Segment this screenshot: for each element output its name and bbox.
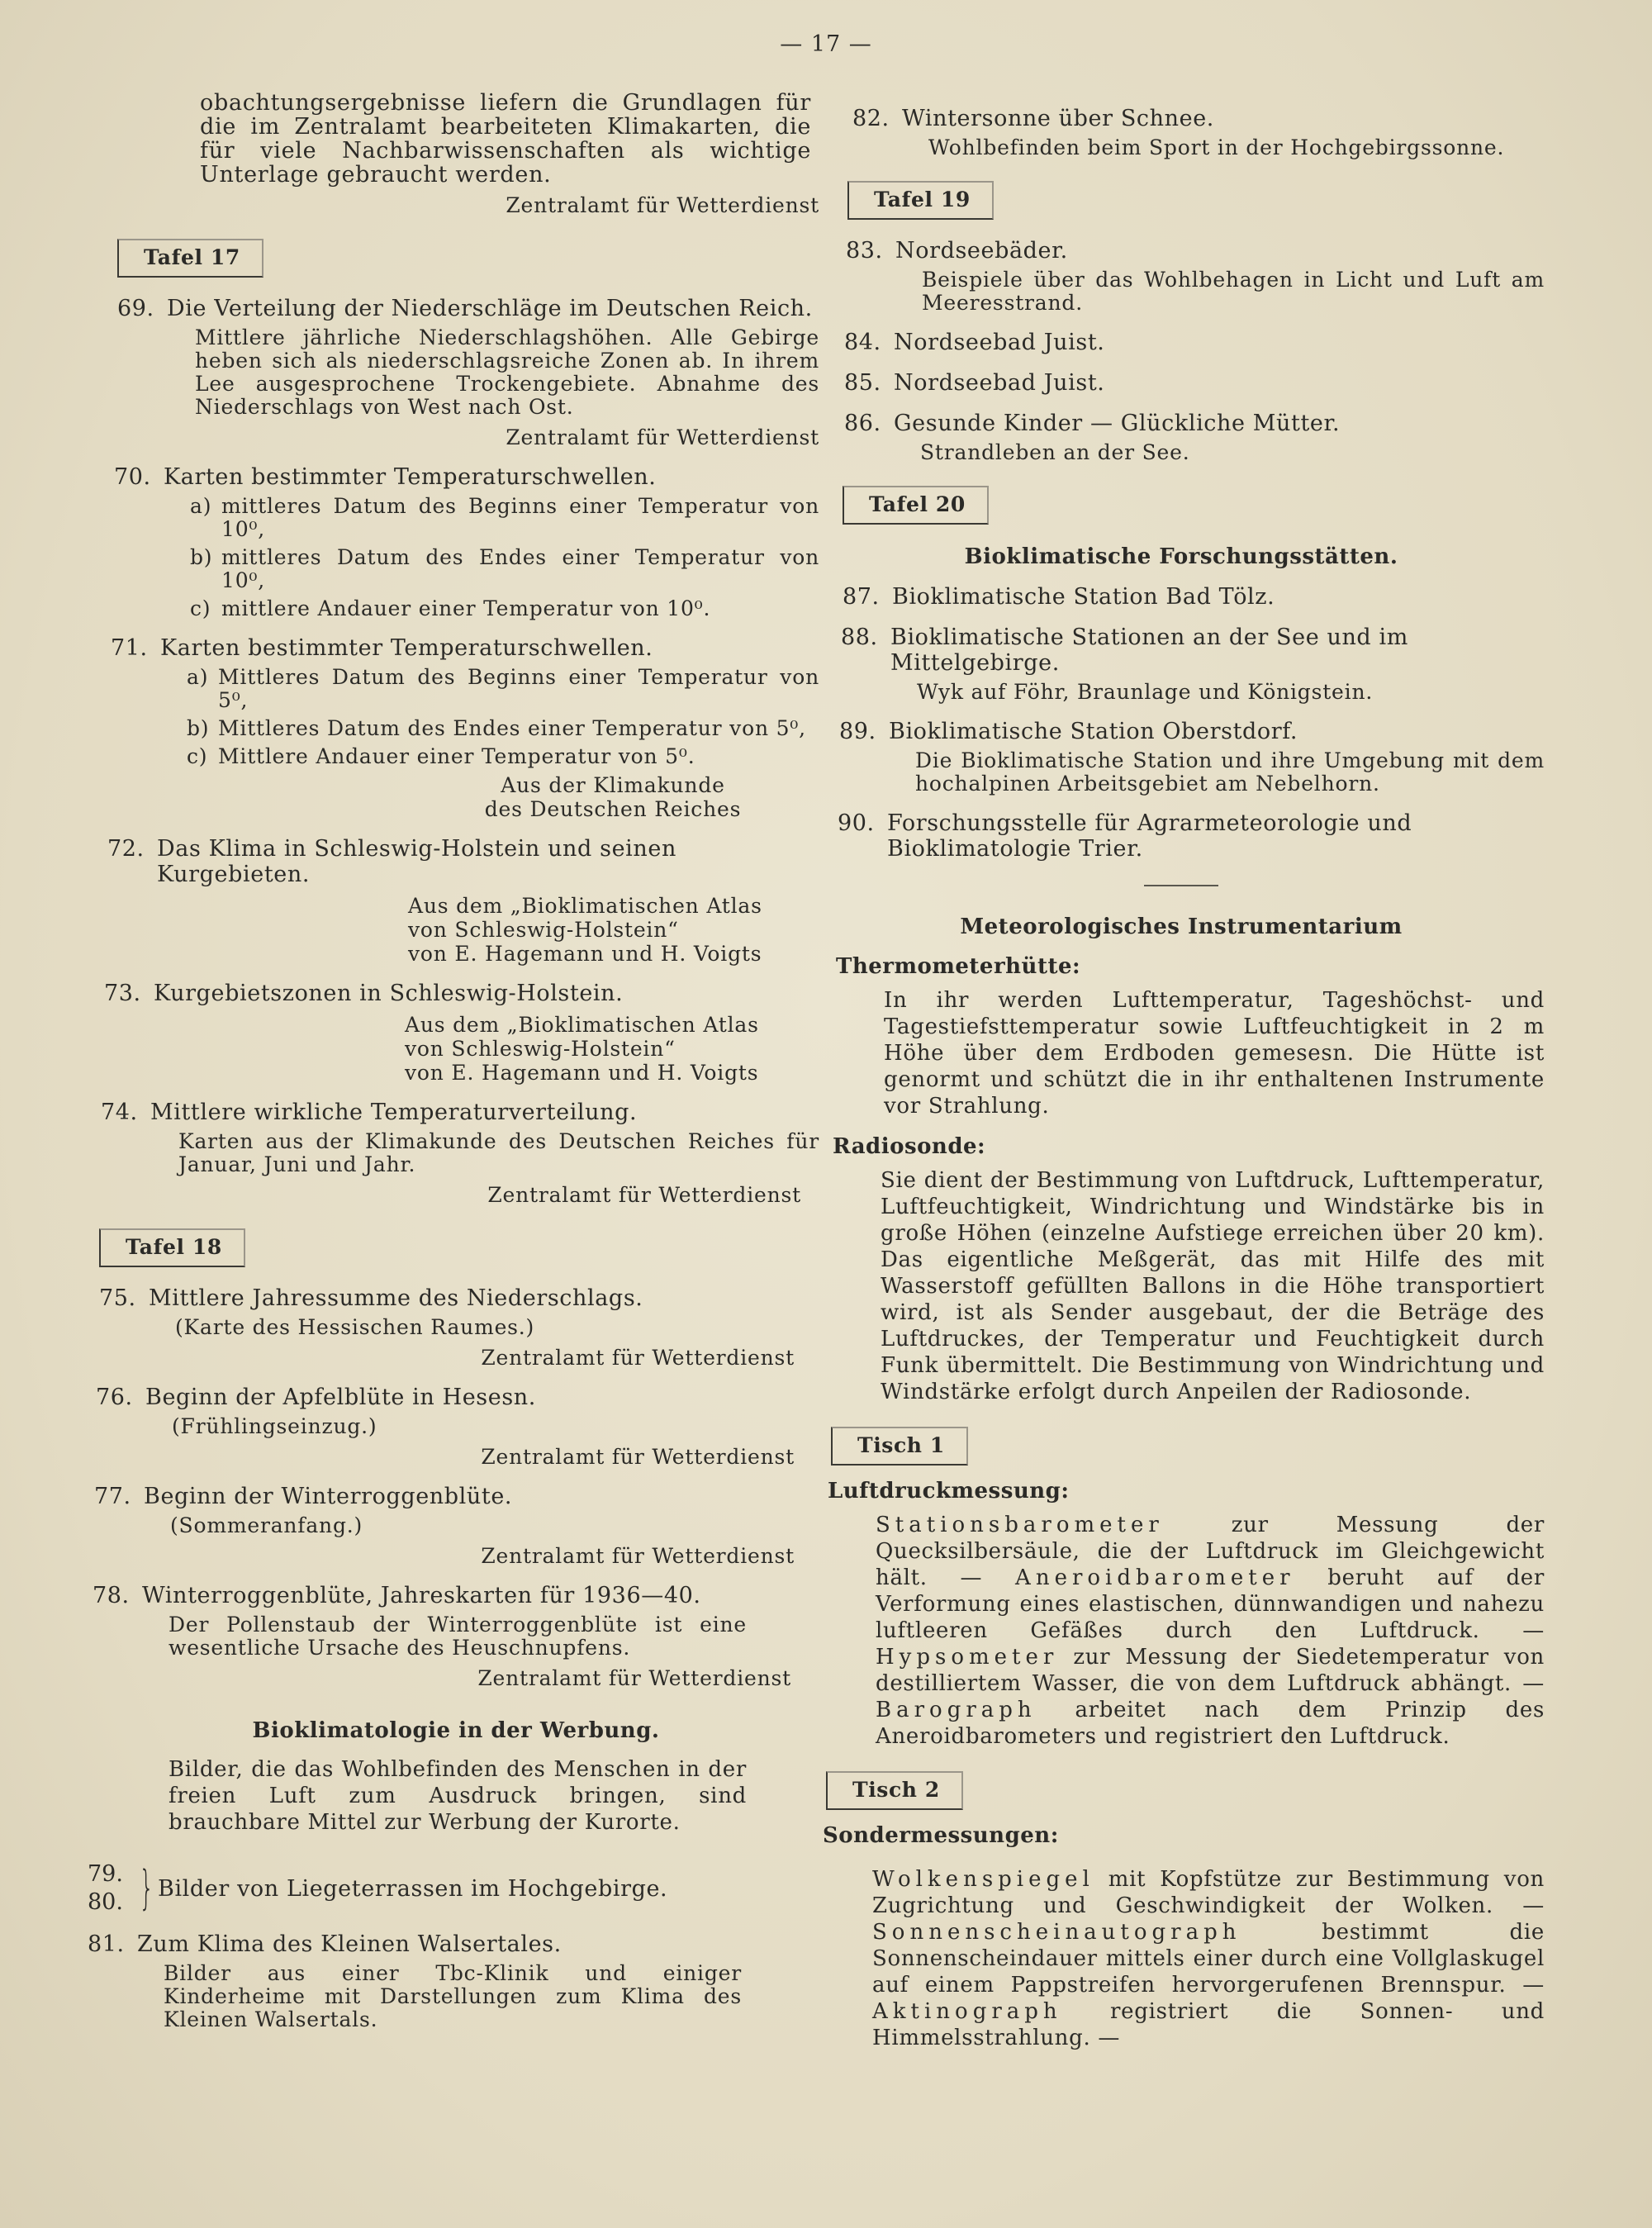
luftdruckmessung-text bbox=[818, 1512, 1545, 1750]
item-74-desc: Karten aus der Klimakunde des Deutschen Reiches für Januar, Juni und Jahr. bbox=[178, 1129, 819, 1176]
item-82-title: Wintersonne über Schnee. bbox=[902, 106, 1214, 131]
item-75 bbox=[93, 1285, 819, 1311]
intro-source: Zentralamt für Wetterdienst bbox=[506, 193, 819, 217]
tisch-1-label: Tisch 1 bbox=[831, 1427, 968, 1466]
item-75-title: Mittlere Jahressumme des Niederschlags. bbox=[149, 1285, 643, 1311]
item-88-desc: Wyk auf Föhr, Braunlage und Königstein. bbox=[917, 680, 1374, 704]
item-69-desc: Mittlere jährliche Niederschlagshöhen. Alle Gebirge heben sich als niederschlagsreiche Zonen ab. In ihrem Lee ausgesprochene Trockengebiete. Abnahme des Niederschlags von West nach Ost. bbox=[195, 325, 819, 419]
item-75-desc: (Karte des Hessischen Raumes.) bbox=[175, 1315, 535, 1339]
item-86 bbox=[818, 411, 1545, 436]
item-71-a-text: Mittleres Datum des Beginns einer Temperatur von 5⁰, bbox=[218, 665, 819, 712]
item-69-source: Zentralamt für Wetterdienst bbox=[506, 425, 819, 449]
stationsbarometer-term: Stationsbarometer bbox=[876, 1513, 1164, 1537]
luftdruck-text-4: arbeitet nach dem Prinzip des Aneroidbarometers und registriert den Luftdruck. bbox=[876, 1698, 1545, 1749]
page-number: — 17 — bbox=[780, 31, 872, 57]
item-70-c-label: c) bbox=[190, 596, 211, 620]
item-86-number: 86. bbox=[844, 411, 881, 436]
item-84-title: Nordseebad Juist. bbox=[894, 330, 1105, 355]
item-71-c-text: Mittlere Andauer einer Temperatur von 5⁰. bbox=[218, 744, 695, 768]
wolkenspiegel-term: Wolkenspiegel bbox=[872, 1867, 1094, 1892]
sonder-text-2: bestimmt die Sonnenscheindauer mittels einer durch eine Vollglaskugel auf einem Pappstreifen hervorgerufenen Brennspur. — bbox=[872, 1920, 1545, 1998]
item-74-number: 74. bbox=[101, 1100, 138, 1125]
item-86-title: Gesunde Kinder — Glückliche Mütter. bbox=[894, 411, 1341, 436]
item-88 bbox=[818, 625, 1545, 676]
instrumentarium-heading: Meteorologisches Instrumentarium bbox=[960, 914, 1403, 939]
item-70-b-text: mittleres Datum des Endes einer Temperatur von 10⁰, bbox=[221, 545, 819, 592]
item-79-80-numbers bbox=[88, 1860, 133, 1917]
item-78-number: 78. bbox=[93, 1583, 130, 1608]
item-76-number: 76. bbox=[96, 1385, 133, 1410]
item-74-source: Zentralamt für Wetterdienst bbox=[487, 1183, 801, 1207]
sonder-text-3: registriert die Sonnen- und Himmelsstrahlung. — bbox=[872, 1999, 1545, 2050]
item-77-number: 77. bbox=[94, 1484, 131, 1509]
item-90-title: Forschungsstelle für Agrarmeteorologie und Bioklimatologie Trier. bbox=[887, 810, 1412, 862]
item-87-number: 87. bbox=[843, 584, 880, 610]
item-70-a-label: a) bbox=[190, 494, 212, 518]
werbung-heading: Bioklimatologie in der Werbung. bbox=[252, 1718, 660, 1743]
item-74 bbox=[93, 1100, 819, 1125]
item-73-source-2: von Schleswig-Holstein“ bbox=[405, 1037, 676, 1061]
item-72-number: 72. bbox=[107, 836, 145, 862]
item-81-number: 81. bbox=[88, 1931, 125, 1957]
thermometerhuette-text: In ihr werden Lufttemperatur, Tageshöchst- und Tagestiefsttemperatur sowie Luftfeuchtigkeit in 2 m Höhe über dem Erdboden gemesesn. Die Hütte ist genormt und schützt die in ihr enthaltenen Instrumente vor Strahlung. bbox=[884, 988, 1545, 1119]
sonnenscheinautograph-term: Sonnenscheinautograph bbox=[872, 1920, 1241, 1945]
item-82 bbox=[818, 106, 1545, 131]
item-71-c-label: c) bbox=[187, 744, 208, 768]
luftdruck-text-1: zur Messung der Quecksilbersäule, die der Luftdruck im Gleichgewicht hält. — bbox=[876, 1513, 1545, 1590]
item-71-b-label: b) bbox=[187, 716, 210, 740]
item-70-b bbox=[93, 546, 819, 592]
item-78-desc: Der Pollenstaub der Winterroggenblüte ist eine wesentliche Ursache des Heuschnupfens. bbox=[169, 1613, 747, 1660]
left-column bbox=[88, 90, 819, 2031]
thermometerhuette-heading: Thermometerhütte: bbox=[836, 954, 1081, 979]
item-81 bbox=[88, 1931, 819, 1957]
item-79-80-title: Bilder von Liegeterrassen im Hochgebirge. bbox=[158, 1875, 668, 1902]
item-70-title: Karten bestimmter Temperaturschwellen. bbox=[164, 464, 657, 490]
item-71 bbox=[93, 635, 819, 661]
item-75-number: 75. bbox=[99, 1285, 136, 1311]
item-83-number: 83. bbox=[846, 238, 883, 264]
item-77-source: Zentralamt für Wetterdienst bbox=[481, 1544, 795, 1568]
right-column bbox=[818, 106, 1545, 2051]
item-76-desc: (Frühlingseinzug.) bbox=[172, 1414, 377, 1438]
item-78 bbox=[93, 1583, 819, 1608]
brace-symbol: } bbox=[139, 1861, 154, 1915]
sondermessungen-text bbox=[818, 1866, 1545, 2051]
item-71-a bbox=[93, 666, 819, 712]
item-82-number: 82. bbox=[852, 106, 890, 131]
werbung-text: Bilder, die das Wohlbefinden des Menschen in der freien Luft zum Ausdruck bringen, sind brauchbare Mittel zur Werbung der Kurorte. bbox=[169, 1757, 747, 1835]
item-88-number: 88. bbox=[841, 625, 878, 650]
item-76 bbox=[93, 1385, 819, 1410]
item-87 bbox=[818, 584, 1545, 610]
item-70-number: 70. bbox=[114, 464, 151, 490]
item-69 bbox=[93, 296, 819, 321]
item-83-desc: Beispiele über das Wohlbehagen in Licht und Luft am Meeresstrand. bbox=[922, 268, 1545, 315]
radiosonde-text: Sie dient der Bestimmung von Luftdruck, Lufttemperatur, Luftfeuchtigkeit, Windrichtung und Windstärke bis in große Höhen (einzelne Aufstiege erreichen über 20 km). Das eigentliche Meßgerät, das mit Hilfe des mit Wasserstoff gefüllten Ballons in die Höhe transportiert wird, ist als Sender ausgebaut, der die Beträge des Luftdruckes, der Temperatur und Feuchtigkeit durch Funk übermittelt. Die Bestimmung von Windrichtung und Windstärke erfolgt durch Anpeilen der Radiosonde. bbox=[881, 1168, 1545, 1404]
item-71-a-label: a) bbox=[187, 665, 209, 689]
item-90-number: 90. bbox=[838, 810, 875, 836]
item-69-number: 69. bbox=[117, 296, 154, 321]
item-70-c bbox=[93, 597, 819, 620]
item-76-source: Zentralamt für Wetterdienst bbox=[481, 1445, 795, 1469]
item-90 bbox=[818, 810, 1545, 862]
item-73 bbox=[93, 981, 819, 1006]
item-76-title: Beginn der Apfelblüte in Hesesn. bbox=[145, 1385, 536, 1410]
item-73-source-1: Aus dem „Bioklimatischen Atlas bbox=[405, 1013, 759, 1037]
item-70-c-text: mittlere Andauer einer Temperatur von 10⁰. bbox=[221, 596, 711, 620]
sonder-text-1: mit Kopfstütze zur Bestimmung von Zugrichtung und Geschwindigkeit der Wolken. — bbox=[872, 1867, 1545, 1918]
item-74-title: Mittlere wirkliche Temperaturverteilung. bbox=[150, 1100, 638, 1125]
item-72-source-2: von Schleswig-Holstein“ bbox=[408, 918, 679, 942]
item-86-desc: Strandleben an der See. bbox=[920, 440, 1190, 464]
forschung-heading: Bioklimatische Forschungsstätten. bbox=[964, 544, 1398, 569]
item-87-title: Bioklimatische Station Bad Tölz. bbox=[892, 584, 1275, 610]
luftdruckmessung-heading: Luftdruckmessung: bbox=[828, 1479, 1070, 1504]
intro-text: obachtungsergebnisse liefern die Grundlagen für die im Zentralamt bearbeiteten Klimakarten, die für viele Nachbarwissenschaften als wichtige Unterlage gebraucht werden. bbox=[200, 90, 811, 188]
item-83-title: Nordseebäder. bbox=[895, 238, 1068, 264]
item-70-b-label: b) bbox=[190, 545, 213, 569]
item-71-c bbox=[93, 745, 819, 768]
item-88-title: Bioklimatische Stationen an der See und im Mittelgebirge. bbox=[890, 625, 1408, 676]
tisch-2-label: Tisch 2 bbox=[826, 1771, 963, 1810]
aktinograph-term: Aktinograph bbox=[872, 1999, 1062, 2024]
item-70 bbox=[93, 464, 819, 490]
item-73-source-3: von E. Hagemann und H. Voigts bbox=[405, 1061, 759, 1085]
aneroidbarometer-term: Aneroidbarometer bbox=[1015, 1565, 1295, 1590]
item-83 bbox=[818, 238, 1545, 264]
item-85-number: 85. bbox=[844, 370, 881, 396]
item-77 bbox=[93, 1484, 819, 1509]
hypsometer-term: Hypsometer bbox=[876, 1645, 1059, 1670]
luftdruck-text-2: beruht auf der Verformung eines elastischen, dünnwandigen und nahezu luftleeren Gefäßes durch den Luftdruck. — bbox=[876, 1565, 1545, 1643]
tafel-18-label: Tafel 18 bbox=[99, 1228, 245, 1267]
item-89-title: Bioklimatische Station Oberstdorf. bbox=[889, 719, 1298, 744]
barograph-term: Barograph bbox=[876, 1698, 1037, 1722]
item-71-b bbox=[93, 717, 819, 740]
tafel-19-label: Tafel 19 bbox=[847, 181, 994, 220]
item-73-number: 73. bbox=[104, 981, 141, 1006]
item-71-b-text: Mittleres Datum des Endes einer Temperatur von 5⁰, bbox=[218, 716, 806, 740]
item-81-title: Zum Klima des Kleinen Walsertales. bbox=[137, 1931, 562, 1957]
item-73-title: Kurgebietszonen in Schleswig-Holstein. bbox=[154, 981, 624, 1006]
item-85 bbox=[818, 370, 1545, 396]
item-82-desc: Wohlbefinden beim Sport in der Hochgebirgssonne. bbox=[928, 135, 1505, 159]
tafel-20-label: Tafel 20 bbox=[843, 486, 989, 525]
item-71-title: Karten bestimmter Temperaturschwellen. bbox=[160, 635, 653, 661]
item-72-source-3: von E. Hagemann und H. Voigts bbox=[408, 942, 762, 966]
item-77-desc: (Sommeranfang.) bbox=[170, 1513, 363, 1537]
item-72-source-1: Aus dem „Bioklimatischen Atlas bbox=[408, 894, 762, 918]
item-72-title: Das Klima in Schleswig-Holstein und seinen Kurgebieten. bbox=[157, 836, 676, 887]
radiosonde-heading: Radiosonde: bbox=[833, 1134, 986, 1159]
section-divider bbox=[1144, 885, 1218, 886]
tafel-17-label: Tafel 17 bbox=[117, 239, 263, 278]
item-79-number: 79. bbox=[88, 1861, 123, 1887]
item-72 bbox=[93, 836, 819, 887]
luftdruck-text-3: zur Messung der Siedetemperatur von destilliertem Wasser, die von dem Luftdruck abhängt. — bbox=[876, 1645, 1545, 1696]
item-70-a-text: mittleres Datum des Beginns einer Temperatur von 10⁰, bbox=[221, 494, 819, 541]
item-71-source-2: des Deutschen Reiches bbox=[484, 797, 742, 821]
item-81-desc: Bilder aus einer Tbc-Klinik und einiger Kinderheime mit Darstellungen zum Klima des Kleinen Walsertals. bbox=[164, 1961, 742, 2031]
item-71-source-1: Aus der Klimakunde bbox=[501, 773, 725, 797]
sondermessungen-heading: Sondermessungen: bbox=[823, 1823, 1059, 1848]
item-80-number: 80. bbox=[88, 1889, 123, 1915]
item-69-title: Die Verteilung der Niederschläge im Deutschen Reich. bbox=[167, 296, 813, 321]
item-77-title: Beginn der Winterroggenblüte. bbox=[144, 1484, 513, 1509]
item-78-source: Zentralamt für Wetterdienst bbox=[477, 1666, 791, 1690]
item-78-title: Winterroggenblüte, Jahreskarten für 1936—40. bbox=[142, 1583, 701, 1608]
item-89-number: 89. bbox=[839, 719, 876, 744]
item-71-number: 71. bbox=[111, 635, 148, 661]
item-84 bbox=[818, 330, 1545, 355]
item-79-80 bbox=[88, 1860, 819, 1917]
item-89 bbox=[818, 719, 1545, 744]
item-75-source: Zentralamt für Wetterdienst bbox=[481, 1346, 795, 1370]
item-70-a bbox=[93, 495, 819, 541]
item-84-number: 84. bbox=[844, 330, 881, 355]
item-85-title: Nordseebad Juist. bbox=[894, 370, 1105, 396]
item-89-desc: Die Bioklimatische Station und ihre Umgebung mit dem hochalpinen Arbeitsgebiet am Nebelhorn. bbox=[915, 748, 1545, 796]
